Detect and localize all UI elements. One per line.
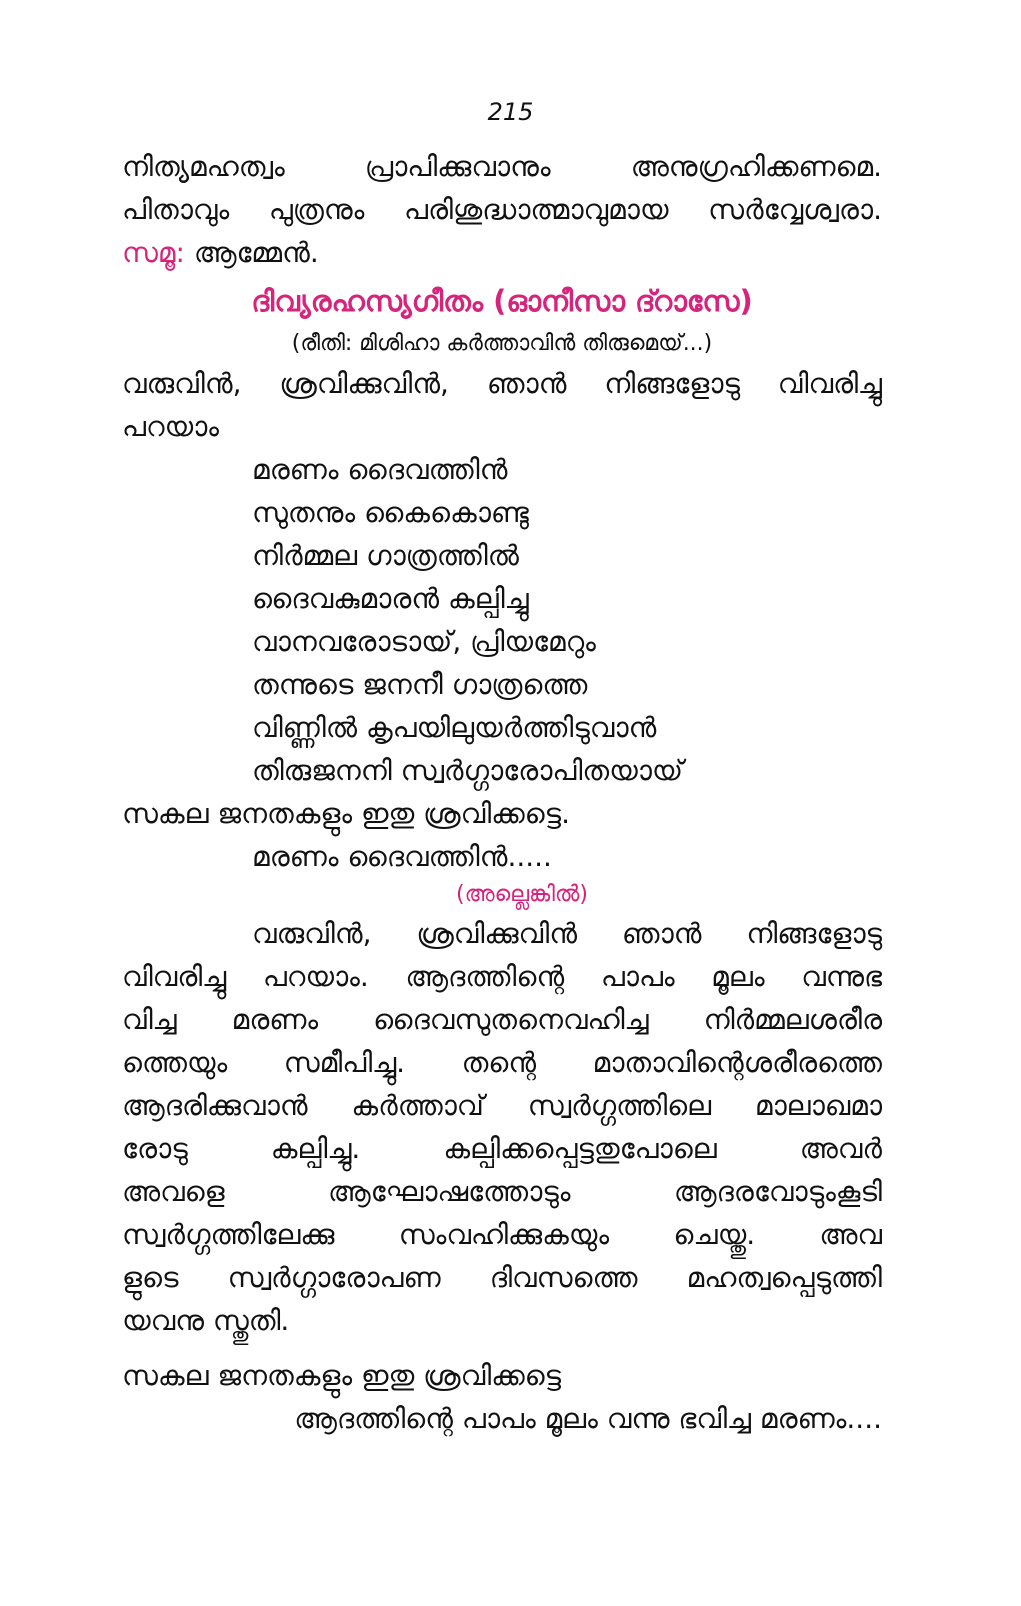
verse-line: തിരുജനനി സ്വർഗ്ഗാരോപിതയായ് [252, 754, 684, 787]
paragraph-line: അവളെ ആഘോഷത്തോടും ആദരവോടുംകൂടി [122, 1175, 882, 1208]
hymn-title: ദിവ്യരഹസ്യഗീതം (ഓനീസാ ദ്റാസേ) [251, 284, 753, 318]
paragraph-line: രോടു കല്പിച്ചു. കല്പിക്കപ്പെട്ടതുപോലെ അവർ [122, 1132, 882, 1165]
paragraph-line: ആദരിക്കുവാൻ കർത്താവ് സ്വർഗ്ഗത്തിലെ മാലാഖമാ [122, 1089, 882, 1122]
hymn-refrain: സകല ജനതകളും ഇതു ശ്രവിക്കട്ടെ. [122, 797, 570, 830]
hymn-repeat-cue: മരണം ദൈവത്തിൻ..... [252, 840, 552, 873]
response-label: സമൂ: [122, 236, 185, 269]
paragraph-line: സ്വർഗ്ഗത്തിലേക്കു സംവഹിക്കുകയും ചെയ്തു. അവ [122, 1218, 882, 1251]
paragraph-line: വിവരിച്ചു പറയാം. ആദത്തിന്റെ പാപം മൂലം വന്നുഭ [122, 960, 882, 993]
opening-line-1: നിത്യമഹത്വം പ്രാപിക്കുവാനും അനുഗ്രഹിക്കണമെ. [122, 150, 882, 183]
paragraph-line: വിച്ച മരണം ദൈവസുതനെവഹിച്ച നിർമ്മലശരീര [122, 1003, 882, 1036]
verse-line: ദൈവകുമാരൻ കല്പിച്ചു [252, 582, 529, 615]
verse-line: നിർമ്മല ഗാത്രത്തിൽ [252, 539, 519, 572]
opening-line-2: പിതാവും പുത്രനും പരിശുദ്ധാത്മാവുമായ സർവ്വേശ്വരാ. [122, 193, 882, 226]
page-number: 215 [487, 98, 534, 126]
paragraph-line: ളുടെ സ്വർഗ്ഗാരോപണ ദിവസത്തെ മഹത്വപ്പെടുത്തി [122, 1261, 882, 1294]
hymn-intro-line-2: പറയാം [122, 410, 219, 443]
verse-line: വാനവരോടായ്, പ്രിയമേറും [252, 625, 596, 658]
hymn-intro-line-1: വരുവിൻ, ശ്രവിക്കുവിൻ, ഞാൻ നിങ്ങളോടു വിവരിച്ചു [122, 367, 882, 400]
page-content [122, 145, 882, 1440]
alternative-repeat-cue: ആദത്തിന്റെ പാപം മൂലം വന്നു ഭവിച്ച മരണം.... [294, 1402, 882, 1435]
verse-line: മരണം ദൈവത്തിൻ [252, 453, 508, 486]
alternative-refrain: സകല ജനതകളും ഇതു ശ്രവിക്കട്ടെ [122, 1359, 562, 1392]
paragraph-last-line: യവനു സ്തുതി. [122, 1304, 290, 1337]
verse-line: വിണ്ണിൽ കൃപയിലുയർത്തിടുവാൻ [252, 711, 657, 744]
hymn-tune: (രീതി: മിശിഹാ കർത്താവിൻ തിരുമെയ്...) [291, 331, 713, 356]
verse-line: തന്നുടെ ജനനീ ഗാത്രത്തെ [252, 668, 588, 701]
verse-line: സുതനും കൈകൊണ്ടു [252, 496, 529, 529]
response-line [122, 231, 882, 274]
paragraph-line: വരുവിൻ, ശ്രവിക്കുവിൻ ഞാൻ നിങ്ങളോടു [252, 917, 882, 950]
alternative-label: (അല്ലെങ്കിൽ) [456, 882, 588, 907]
paragraph-line: ത്തെയും സമീപിച്ചു. തന്റെ മാതാവിന്റെശരീരത്തെ [122, 1046, 882, 1079]
response-text: ആമ്മേൻ. [193, 236, 319, 269]
